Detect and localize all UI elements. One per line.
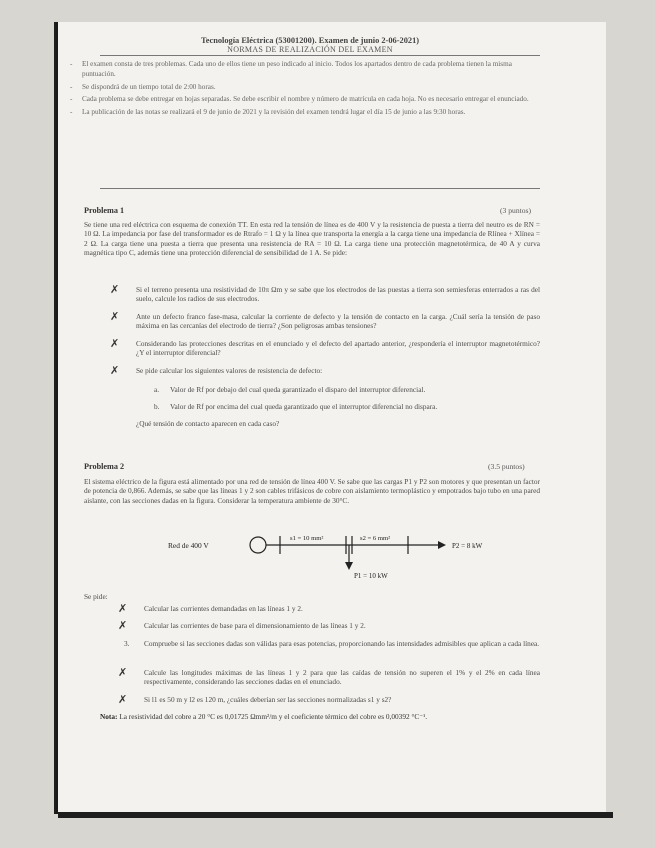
problem2-points: (3.5 puntos) [488, 462, 525, 471]
problem1-statement: Se tiene una red eléctrica con esquema de conexión TT. En esta red la tensión de línea es de 400 V y la resistencia de puesta a tierra del neutro es de RN = 10 Ω. La impedancia por fase del transformador es de Rtrafo = 1 Ω y la línea que transporta la energía a la carga tiene una impedancia de Rlínea + Xlínea = 2 Ω. La carga tiene una puesta a tierra que presenta una resistencia de RA = 10 Ω. La carga tiene una protección magnetotérmica, de 40 A y curva magnética tipo C, además tiene una protección diferencial de sensibilidad de 1 A. Se pide: [84, 220, 540, 258]
rule-item: - El examen consta de tres problemas. Cada uno de ellos tiene un peso indicado al inicio. Todos los apartados dentro de cada problema tienen la misma puntuación. [68, 60, 536, 80]
problem2-question-5: Si l1 es 50 m y l2 es 120 m, ¿cuáles deberían ser las secciones normalizadas s1 y s2? [144, 695, 392, 704]
source-label: Red de 400 V [168, 541, 209, 550]
note-text: La resistividad del cobre a 20 °C es 0,01725 Ωmm²/m y el coeficiente térmico del cobre es 0,00392 °C⁻¹. [119, 712, 428, 721]
check-mark-icon: ✗ [110, 338, 120, 350]
check-mark-icon: ✗ [118, 667, 128, 679]
load2-label: P2 = 8 kW [452, 542, 483, 550]
exam-title: Tecnología Eléctrica (53001200). Examen de junio 2-06-2021) [200, 36, 420, 45]
rule-item: - Se dispondrá de un tiempo total de 2:00 horas. [68, 83, 536, 93]
note-label: Nota: [100, 712, 118, 721]
problem1-title: Problema 1 [84, 206, 125, 215]
scan-bottom-edge [58, 812, 613, 818]
problem1-question-2: Ante un defecto franco fase-masa, calcular la corriente de defecto y la tensión de contacto en la carga. ¿Cuál sería la tensión de paso máxima en las cercanías del electrodo de tierra? ¿Son peligrosas ambas tensiones? [136, 312, 540, 331]
problem2-question-3: Compruebe si las secciones dadas son válidas para esas potencias, proporcionando las intensidades admisibles que aplican a cada línea. [144, 639, 540, 648]
grid-source-icon [250, 537, 266, 553]
check-mark-icon: ✗ [118, 620, 128, 632]
arrow-right-icon [438, 541, 446, 549]
check-mark-icon: ✗ [118, 603, 128, 615]
problem1-points: (3 puntos) [500, 206, 532, 215]
problem1-question-3: Considerando las protecciones descritas en el enunciado y el defecto del apartado anterior, ¿respondería el interruptor magnetotérmico? ¿Y el interruptor diferencial? [136, 339, 540, 358]
check-mark-icon: ✗ [110, 311, 120, 323]
problem1-question-1: Si el terreno presenta una resistividad de 10π Ωm y se sabe que los electrodos de las puestas a tierra son semiesferas enterrados a ras del suelo, calcule los radios de sus electrodos. [136, 285, 540, 304]
problem2-question-4: Calcule las longitudes máximas de las líneas 1 y 2 para que las caídas de tensión no superen el 1% y el 2% en cada línea respectivamente, considerando las secciones dadas en el enunciado. [144, 668, 540, 687]
problem1-question-4a: Valor de Rf por debajo del cual queda garantizado el disparo del interruptor diferencial. [170, 385, 426, 394]
problem2-se-pide: Se pide: [84, 592, 108, 601]
rules-list [68, 60, 536, 121]
problem2-statement: El sistema eléctrico de la figura está alimentado por una red de tensión de línea 400 V. Se sabe que las cargas P1 y P2 son motores y que presentan un factor de potencia de 0,866. Además, se sabe que las líneas 1 y 2 son cables trifásicos de cobre con aislamiento termoplástico y empotrados bajo tubo en una pared aislante, con las secciones dadas en la figura. Considerar la temperatura ambiente de 30°C. [84, 477, 540, 505]
arrow-down-icon [345, 562, 353, 570]
load1-label: P1 = 10 kW [354, 572, 388, 580]
problem1-question-4: Se pide calcular los siguientes valores de resistencia de defecto: [136, 366, 323, 375]
problem2-question-2: Calcular las corrientes de base para el dimensionamiento de las líneas 1 y 2. [144, 621, 366, 630]
problem2-question-1: Calcular las corrientes demandadas en las líneas 1 y 2. [144, 604, 303, 613]
subquestion-label-b: b. [154, 402, 160, 411]
header-divider [100, 55, 540, 56]
line1-label: s1 = 10 mm² [290, 535, 324, 542]
rules-divider [100, 188, 540, 189]
rule-item: - La publicación de las notas se realizará el 9 de junio de 2021 y la revisión del examen tendrá lugar el día 15 de junio a las 9:30 horas. [68, 108, 536, 118]
check-mark-icon: ✗ [110, 365, 120, 377]
exam-rules-heading: NORMAS DE REALIZACIÓN DEL EXAMEN [227, 45, 393, 54]
problem1-question-4b: Valor de Rf por encima del cual queda garantizado que el interruptor diferencial no dispara. [170, 402, 438, 411]
check-mark-icon: ✗ [118, 694, 128, 706]
circuit-diagram [168, 526, 528, 580]
problem1-question-4c: ¿Qué tensión de contacto aparecen en cada caso? [136, 419, 280, 428]
check-mark-icon: ✗ [110, 284, 120, 296]
problem2-title: Problema 2 [84, 462, 125, 471]
subquestion-label-a: a. [154, 385, 160, 394]
question-number: 3. [124, 639, 130, 648]
rule-item: - Cada problema se debe entregar en hojas separadas. Se debe escribir el nombre y número de matrícula en cada hoja. No es necesario entregar el enunciado. [68, 95, 536, 105]
problem2-note [100, 712, 540, 721]
line2-label: s2 = 6 mm² [360, 535, 391, 542]
